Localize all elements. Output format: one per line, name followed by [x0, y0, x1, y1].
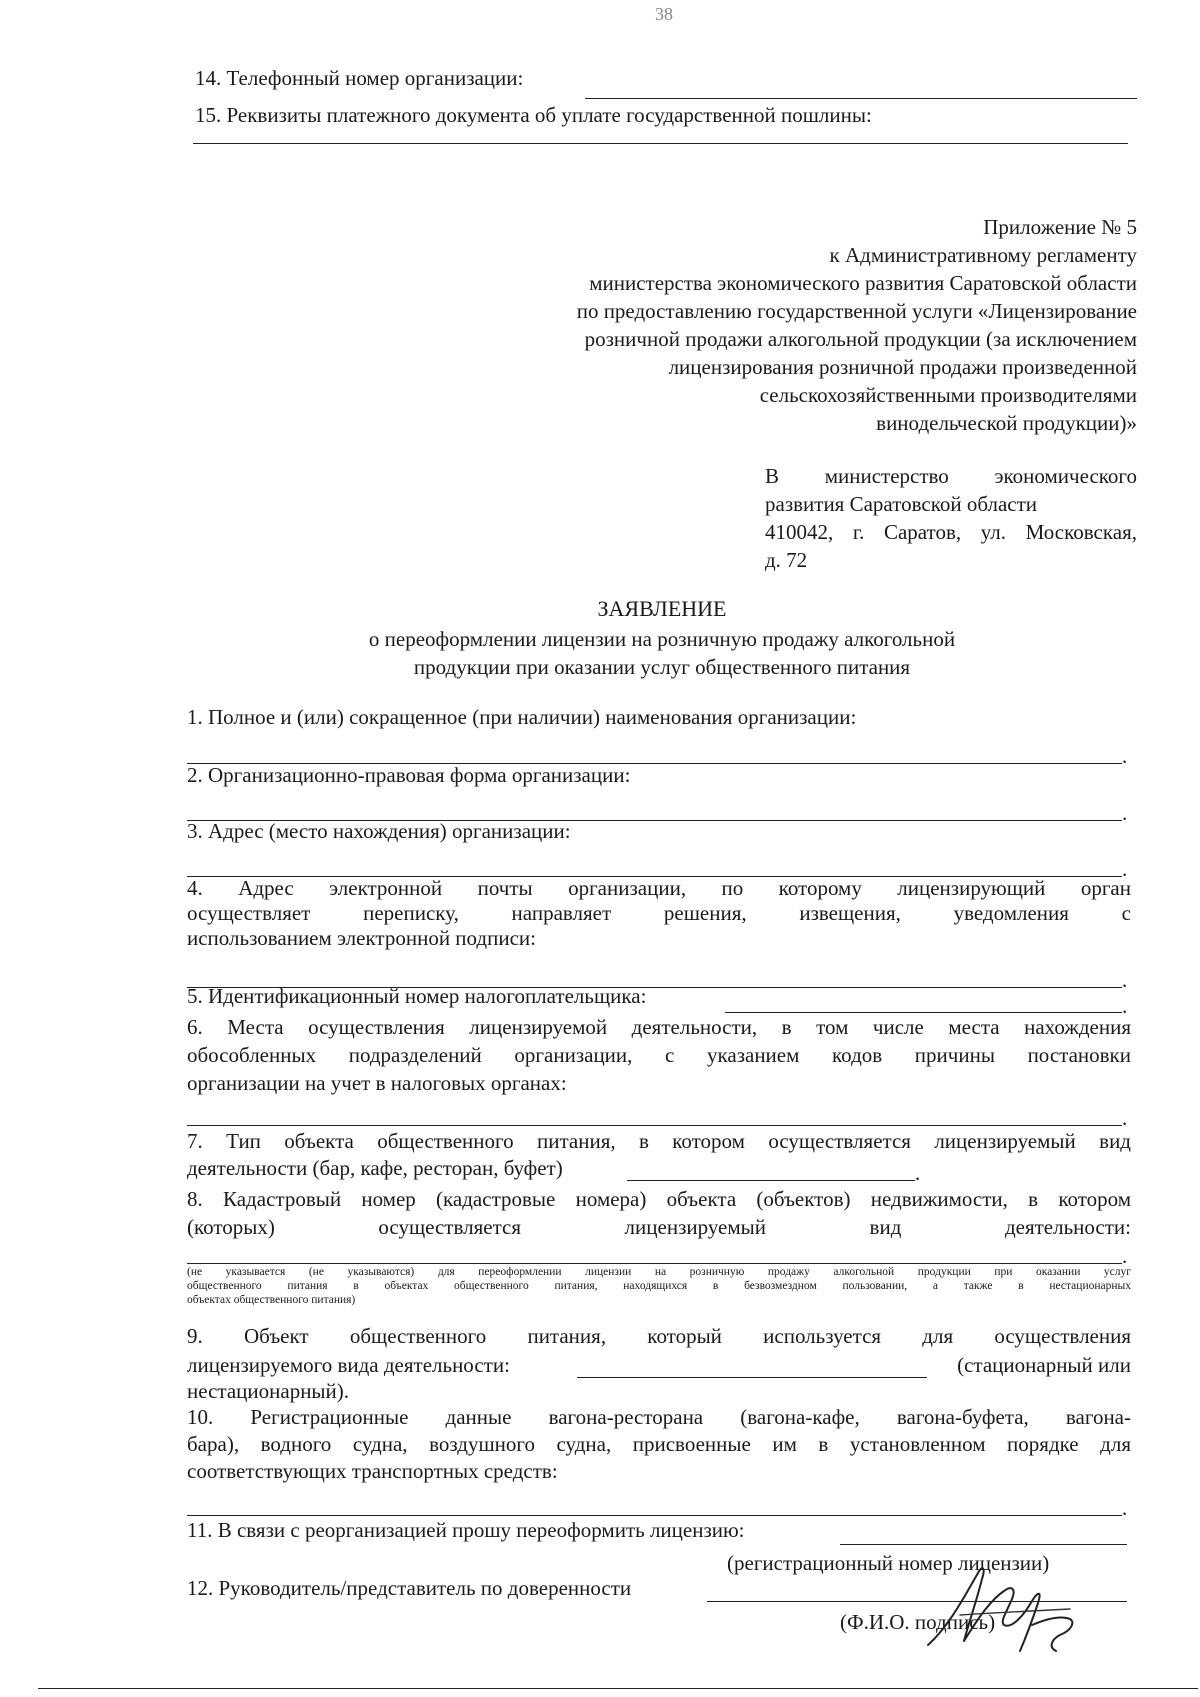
item-12-caption: (Ф.И.О. подпись) [840, 1610, 996, 1634]
item-4-line: осуществляет переписку, направляет решения, извещения, уведомления с [187, 901, 1131, 925]
item-15-field-line [193, 143, 1128, 144]
appendix-line: по предоставлению государственной услуги «Лицензирование [576, 299, 1137, 323]
item-7-line-2: деятельности (бар, кафе, ресторан, буфет) [187, 1156, 563, 1180]
signature-mark [920, 1555, 1090, 1665]
addressee-line: 410042, г. Саратов, ул. Московская, [765, 520, 1137, 544]
item-14-field-line [585, 98, 1137, 99]
addressee-line: В министерство экономического [765, 464, 1137, 488]
item-15-label: 15. Реквизиты платежного документа об уплате государственной пошлины: [195, 103, 872, 127]
page-number: 38 [655, 4, 673, 24]
item-10-line: 10. Регистрационные данные вагона-ресторана (вагона-кафе, вагона-буфета, вагона- [187, 1405, 1131, 1429]
item-8-note-line: общественного питания в объектах общественного питания, находящихся в безвозмездном пользовании, а также в нестационарных [187, 1280, 1131, 1292]
addressee-line: д. 72 [765, 548, 808, 572]
item-11-caption: (регистрационный номер лицензии) [727, 1551, 1050, 1575]
appendix-line: розничной продажи алкогольной продукции (за исключением [584, 327, 1137, 351]
item-4-text [187, 876, 1131, 951]
document-title: ЗАЯВЛЕНИЕ [597, 596, 727, 621]
item-8-note [187, 1265, 1131, 1307]
appendix-block [457, 215, 1137, 436]
item-10-line: бара), водного судна, воздушного судна, присвоенные им в установленном порядке для [187, 1432, 1131, 1456]
item-5-field-line [725, 1012, 1122, 1013]
item-6-line: 6. Места осуществления лицензируемой деятельности, в том числе места нахождения [187, 1015, 1131, 1039]
item-9-line-3: нестационарный). [187, 1379, 350, 1403]
item-6-line: организации на учет в налоговых органах: [187, 1071, 567, 1095]
appendix-line: винодельческой продукции)» [876, 411, 1137, 435]
item-10-text [187, 1405, 1131, 1484]
item-4-line: 4. Адрес электронной почты организации, по которому лицензирующий орган [187, 876, 1131, 900]
item-2-label: 2. Организационно-правовая форма организации: [187, 763, 631, 787]
item-1-label: 1. Полное и (или) сокращенное (при наличии) наименования организации: [187, 705, 857, 729]
item-9-field-line [577, 1377, 927, 1378]
item-11-field-line [840, 1544, 1127, 1545]
item-8-line: 8. Кадастровый номер (кадастровые номера) объекта (объектов) недвижимости, в котором [187, 1187, 1131, 1211]
appendix-line: сельскохозяйственными производителями [759, 383, 1137, 407]
item-4-line: использованием электронной подписи: [187, 926, 536, 950]
item-8-line: (которых) осуществляется лицензируемый вид деятельности: [187, 1215, 1131, 1239]
appendix-line: Приложение № 5 [983, 215, 1137, 239]
item-8-field-line [187, 1263, 1122, 1264]
item-10-field-line [187, 1515, 1122, 1516]
item-7-line-1: 7. Тип объекта общественного питания, в котором осуществляется лицензируемый вид [187, 1129, 1131, 1153]
item-6-field-line [187, 1125, 1122, 1126]
appendix-line: лицензирования розничной продажи произведенной [668, 355, 1137, 379]
item-12-label: 12. Руководитель/представитель по доверенности [187, 1576, 632, 1600]
item-9-line-1: 9. Объект общественного питания, который используется для осуществления [187, 1324, 1131, 1348]
item-9-line-2-label: лицензируемого вида деятельности: [187, 1353, 510, 1377]
item-10-line: соответствующих транспортных средств: [187, 1459, 558, 1483]
item-5-label: 5. Идентификационный номер налогоплательщика: [187, 984, 647, 1008]
item-8-note-line: (не указывается (не указываются) для переоформлении лицензии на розничную продажу алкогольной продукции при оказании услуг [187, 1266, 1131, 1278]
appendix-line: к Административному регламенту [829, 243, 1137, 267]
item-9-line-2-options: (стационарный или [957, 1353, 1131, 1377]
addressee-line: развития Саратовской области [765, 492, 1038, 516]
item-11-label: 11. В связи с реорганизацией прошу переоформить лицензию: [187, 1518, 745, 1542]
item-8-note-line: объектах общественного питания) [187, 1294, 356, 1306]
bottom-rule [38, 1688, 1198, 1689]
document-subtitle-line-1: о переоформлении лицензии на розничную продажу алкогольной [368, 627, 956, 651]
appendix-line: министерства экономического развития Саратовской области [589, 271, 1137, 295]
item-14-label: 14. Телефонный номер организации: [195, 66, 524, 90]
addressee-block [765, 464, 1137, 573]
document-subtitle-line-2: продукции при оказании услуг общественного питания [413, 655, 911, 679]
item-7-field-line [627, 1180, 915, 1181]
item-8-text [187, 1187, 1131, 1240]
item-3-label: 3. Адрес (место нахождения) организации: [187, 819, 571, 843]
item-6-line: обособленных подразделений организации, с указанием кодов причины постановки [187, 1043, 1131, 1067]
item-6-text [187, 1015, 1131, 1096]
